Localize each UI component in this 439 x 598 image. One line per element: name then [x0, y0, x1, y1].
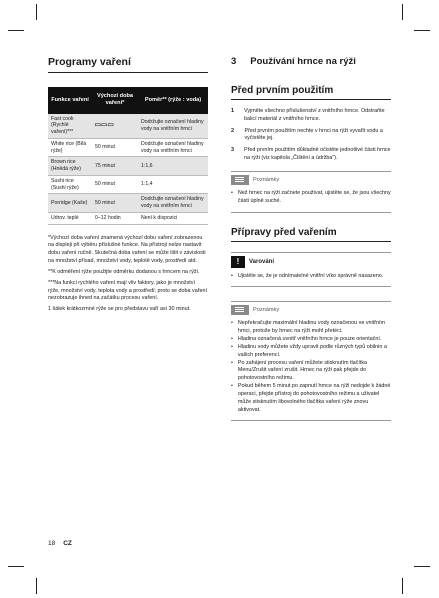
note-box-header — [231, 172, 391, 188]
note-label: Poznámky — [253, 307, 280, 314]
crop-mark — [8, 566, 24, 567]
programs-table — [48, 87, 208, 225]
table-cell: White rice (Bílá rýže) — [48, 138, 92, 157]
table-header: Poměr** (rýže : voda) — [138, 87, 208, 114]
footnote: ***Na funkci rychlého vaření mají vliv faktory, jako je množství rýže, množství vody, teplota vody a prostředí; proto se doba vaření nezobrazuje ihned na začátku procesu vaření. — [48, 279, 208, 302]
warning-list — [231, 271, 391, 287]
table-cell: Dodržujte označení hladiny vody na vnitřním hrnci — [138, 194, 208, 213]
crop-mark — [414, 566, 430, 567]
table-cell: Není k dispozici — [138, 212, 208, 224]
step-number: 3 — [231, 147, 234, 154]
table-cell: 50 minut — [92, 194, 138, 213]
table-row — [48, 157, 208, 176]
table-row — [48, 212, 208, 224]
list-item: • Ujistěte se, že je odnímatelné vnitřní víko správně nasazeno. — [231, 273, 391, 281]
list-item: • Pokud během 5 minut po zapnutí hrnce na rýži nedojde k žádné operaci, přejde přístroj do pohotovostního režimu a uživatel může stisknutím libovolného tlačítka vaření rýže znovu aktivovat. — [231, 383, 391, 414]
table-cell: Udrov. teplé — [48, 212, 92, 224]
left-column — [48, 56, 208, 317]
table-cell: Fast cook (Rychlé vaření)*** — [48, 114, 92, 139]
list-item: • Po zahájení procesu vaření můžete stisknutím tlačítka Menu/Zrušit vaření zrušit. Hrnec na rýži pak přejde do pohotovostního režimu. — [231, 360, 391, 383]
warning-box — [231, 252, 391, 288]
step-text: Před prvním použitím nechte v hrnci na rýži vyvařit vodu a vyčistěte jej. — [244, 127, 383, 142]
table-cell: 50 minut — [92, 138, 138, 157]
crop-mark — [414, 30, 430, 31]
table-cell: 1:1,4 — [138, 175, 208, 194]
note-icon — [231, 175, 249, 185]
table-header: Výchozí doba vaření* — [92, 87, 138, 114]
table-cell: Dodržujte označení hladiny vody na vnitřním hrnci — [138, 114, 208, 139]
table-header: Funkce vaření — [48, 87, 92, 114]
right-column — [231, 56, 391, 435]
crop-mark — [36, 578, 37, 594]
list-item: • Hladina označená uvnitř vnitřního hrnce je pouze orientační. — [231, 336, 391, 344]
list-item: • Nepřekračujte maximální hladinu vody označenou ve vnitřním hrnci, protože by hrnec na rýži mohl přetéci. — [231, 320, 391, 336]
language-code: CZ — [63, 540, 72, 547]
crop-mark — [402, 578, 403, 594]
step-number: 1 — [231, 108, 234, 114]
footnotes — [48, 235, 208, 314]
prep-title: Přípravy před vařením — [231, 227, 391, 242]
list-item — [231, 147, 391, 163]
page-title: Programy vaření — [48, 56, 208, 73]
note-list — [231, 188, 391, 212]
page-footer — [48, 540, 72, 547]
table-row — [48, 114, 208, 139]
list-item: • Hladinu vody můžete vždy upravit podle různých typů obilnin a vašich preferencí. — [231, 344, 391, 360]
note-box — [231, 171, 391, 213]
warning-label: Varování — [249, 258, 275, 265]
first-use-title: Před prvním použitím — [231, 85, 391, 100]
list-item — [231, 128, 391, 144]
crop-mark — [8, 30, 24, 31]
note-box-header — [231, 302, 391, 318]
note-list — [231, 318, 391, 420]
section-number: 3 — [231, 56, 237, 67]
list-item — [231, 108, 391, 124]
step-text: Vyjměte všechno příslušenství z vnitřního hrnce. Odstraňte balicí materiál z vnitřního hrnce. — [244, 108, 385, 122]
footnote: **K odměření rýže použijte odměrku dodanou s hrncem na rýži. — [48, 268, 200, 275]
table-cell: Dodržujte označení hladiny vody na vnitřním hrnci — [138, 138, 208, 157]
table-cell: Brown rice (Hnědá rýže) — [48, 157, 92, 176]
table-cell: 0–12 hodin — [92, 212, 138, 224]
table-row — [48, 194, 208, 213]
note-box — [231, 301, 391, 421]
warning-icon: ! — [231, 256, 245, 268]
crop-mark — [402, 4, 403, 20]
warning-box-header — [231, 253, 391, 271]
table-row — [48, 138, 208, 157]
note-icon — [231, 305, 249, 315]
section-title: Používání hrnce na rýži — [250, 56, 356, 67]
step-number: 2 — [231, 127, 234, 134]
crop-mark — [36, 4, 37, 20]
table-cell: 50 minut — [92, 175, 138, 194]
list-item: • Než hrnec na rýži začnete používat, ujistěte se, že jsou všechny části úplně suché. — [231, 190, 391, 206]
table-cell: 1:1,6 — [138, 157, 208, 176]
table-cell: 75 minut — [92, 157, 138, 176]
page-number: 18 — [48, 540, 56, 547]
table-cell — [92, 114, 138, 139]
steps-list — [231, 108, 391, 163]
footnote: *Výchozí doba vaření znamená výchozí dobu vaření zobrazenou na displeji při výběru příslušné funkce. Na přístroji nelze nastavit dobu vaření ručně. Skutečná doba vaření se může lišit v závislosti na množství přísad, množství vody, teplotě vody, prostředí atd. — [48, 234, 206, 265]
table-cell: Porridge (Kaše) — [48, 194, 92, 213]
footnote: 1 šálek krátkozrnné rýže se pro představu vaří asi 30 minut. — [48, 306, 191, 313]
step-text: Před prvním použitím důkladně očistěte jednotlivé části hrnce na rýži (viz kapitola „Čištění a údržba"). — [244, 147, 391, 162]
note-label: Poznámky — [253, 176, 280, 183]
table-cell: Sushi rice (Sushi rýže) — [48, 175, 92, 194]
display-dashes-icon: ▭▭▭ — [95, 119, 115, 130]
section-heading — [231, 56, 391, 85]
table-row — [48, 175, 208, 194]
